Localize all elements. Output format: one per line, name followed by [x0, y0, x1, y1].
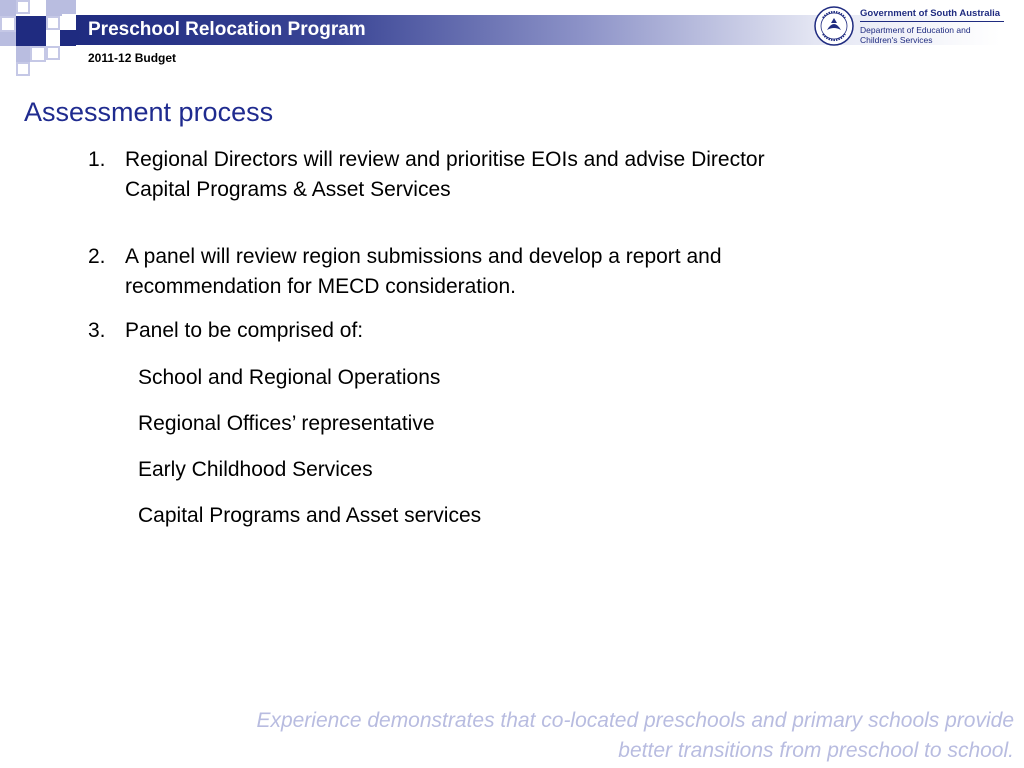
decor-square	[46, 46, 60, 60]
slide-heading: Assessment process	[24, 97, 274, 127]
program-title: Preschool Relocation Program	[88, 19, 366, 40]
list-item-text: Panel to be comprised of:	[125, 319, 364, 342]
decor-square	[16, 0, 30, 14]
government-logo	[814, 6, 1004, 50]
decor-square	[16, 46, 30, 62]
decor-square	[60, 30, 76, 46]
panel-member: Regional Offices’ representative	[138, 412, 435, 435]
list-item-number: 3.	[88, 319, 106, 342]
list-item-number: 2.	[88, 245, 106, 268]
list-item	[88, 316, 768, 346]
assessment-steps-list	[88, 145, 768, 360]
logo-text	[860, 8, 1004, 45]
panel-member: School and Regional Operations	[138, 366, 441, 389]
decor-square	[0, 32, 16, 46]
decor-square	[0, 0, 16, 16]
decor-square	[30, 46, 46, 62]
panel-members-list	[138, 363, 481, 547]
list-item-number: 1.	[88, 148, 106, 171]
list-item-text: Regional Directors will review and prioritise EOIs and advise Director Capital Programs & Asset Services	[125, 148, 765, 201]
government-name: Government of South Australia	[860, 8, 1004, 22]
panel-member: Capital Programs and Asset services	[138, 504, 482, 527]
list-item	[88, 145, 768, 205]
decor-square	[62, 0, 76, 14]
panel-member: Early Childhood Services	[138, 458, 373, 481]
department-name: Department of Education and Children's Services	[860, 25, 971, 45]
decor-square	[46, 16, 60, 30]
decor-square	[16, 16, 46, 46]
list-item	[88, 242, 768, 302]
budget-label: 2011-12 Budget	[88, 51, 177, 65]
state-seal-icon	[814, 6, 854, 46]
decor-square	[16, 62, 30, 76]
decor-square	[0, 16, 16, 32]
list-item-text: A panel will review region submissions and develop a report and recommendation for MECD consideration.	[125, 245, 722, 298]
footer-quote: Experience demonstrates that co-located preschools and primary schools provide better transitions from preschool to school.	[256, 709, 1014, 762]
decor-square	[46, 0, 62, 16]
